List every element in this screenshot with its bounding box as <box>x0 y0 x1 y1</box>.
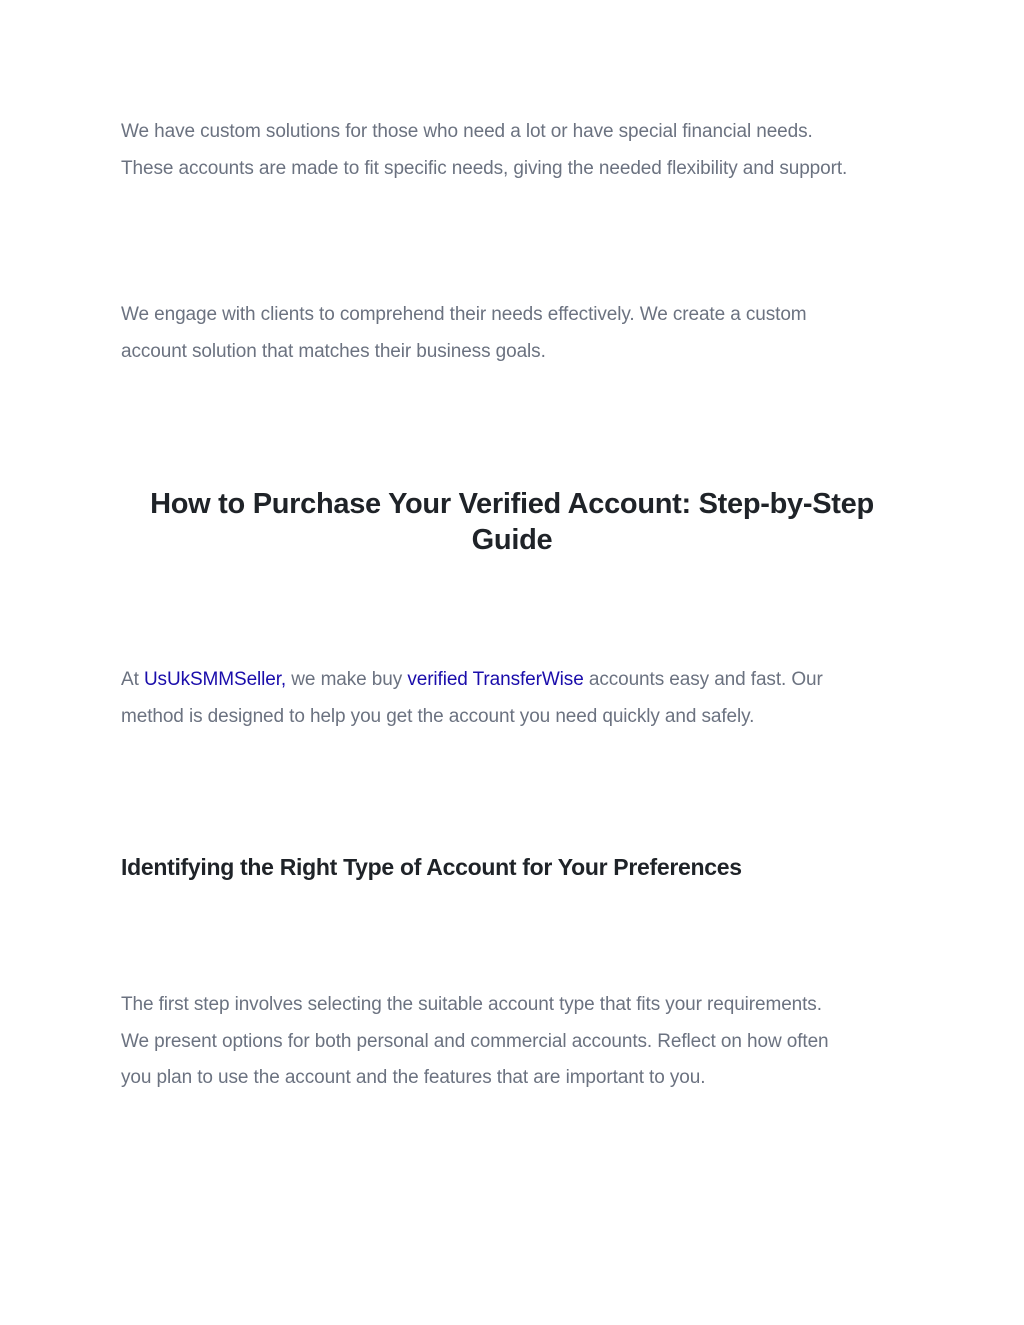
paragraph-line: The first step involves selecting the suitable account type that fits your requirements. <box>121 994 822 1015</box>
text-segment: accounts easy and fast. Our <box>583 669 823 690</box>
paragraph-line: you plan to use the account and the features that are important to you. <box>121 1067 706 1088</box>
usuksmmseller-link[interactable]: UsUkSMMSeller, <box>143 669 287 690</box>
paragraph-line: We present options for both personal and commercial accounts. Reflect on how often <box>121 1030 829 1052</box>
text-segment: we make buy <box>286 669 408 690</box>
heading-line: Guide <box>471 524 553 556</box>
client-engagement-paragraph <box>121 297 911 370</box>
paragraph-line <box>121 662 911 699</box>
paragraph-line: account solution that matches their business goals. <box>121 340 546 362</box>
text-segment: At <box>121 669 144 690</box>
intro-paragraph <box>121 662 911 735</box>
custom-solutions-paragraph <box>121 114 911 187</box>
heading-line: How to Purchase Your Verified Account: Step-by-Step <box>150 488 874 520</box>
identify-account-heading: Identifying the Right Type of Account for Your Preferences <box>121 854 742 880</box>
paragraph-line: method is designed to help you get the account you need quickly and safely. <box>121 705 755 727</box>
purchase-guide-heading <box>121 486 903 558</box>
account-type-paragraph <box>121 987 911 1097</box>
paragraph-line: We engage with clients to comprehend their needs effectively. We create a custom <box>121 304 807 325</box>
verified-transferwise-link[interactable]: verified TransferWise <box>407 669 584 690</box>
paragraph-line: We have custom solutions for those who need a lot or have special financial needs. <box>121 121 813 142</box>
paragraph-line: These accounts are made to fit specific needs, giving the needed flexibility and support. <box>121 157 848 179</box>
